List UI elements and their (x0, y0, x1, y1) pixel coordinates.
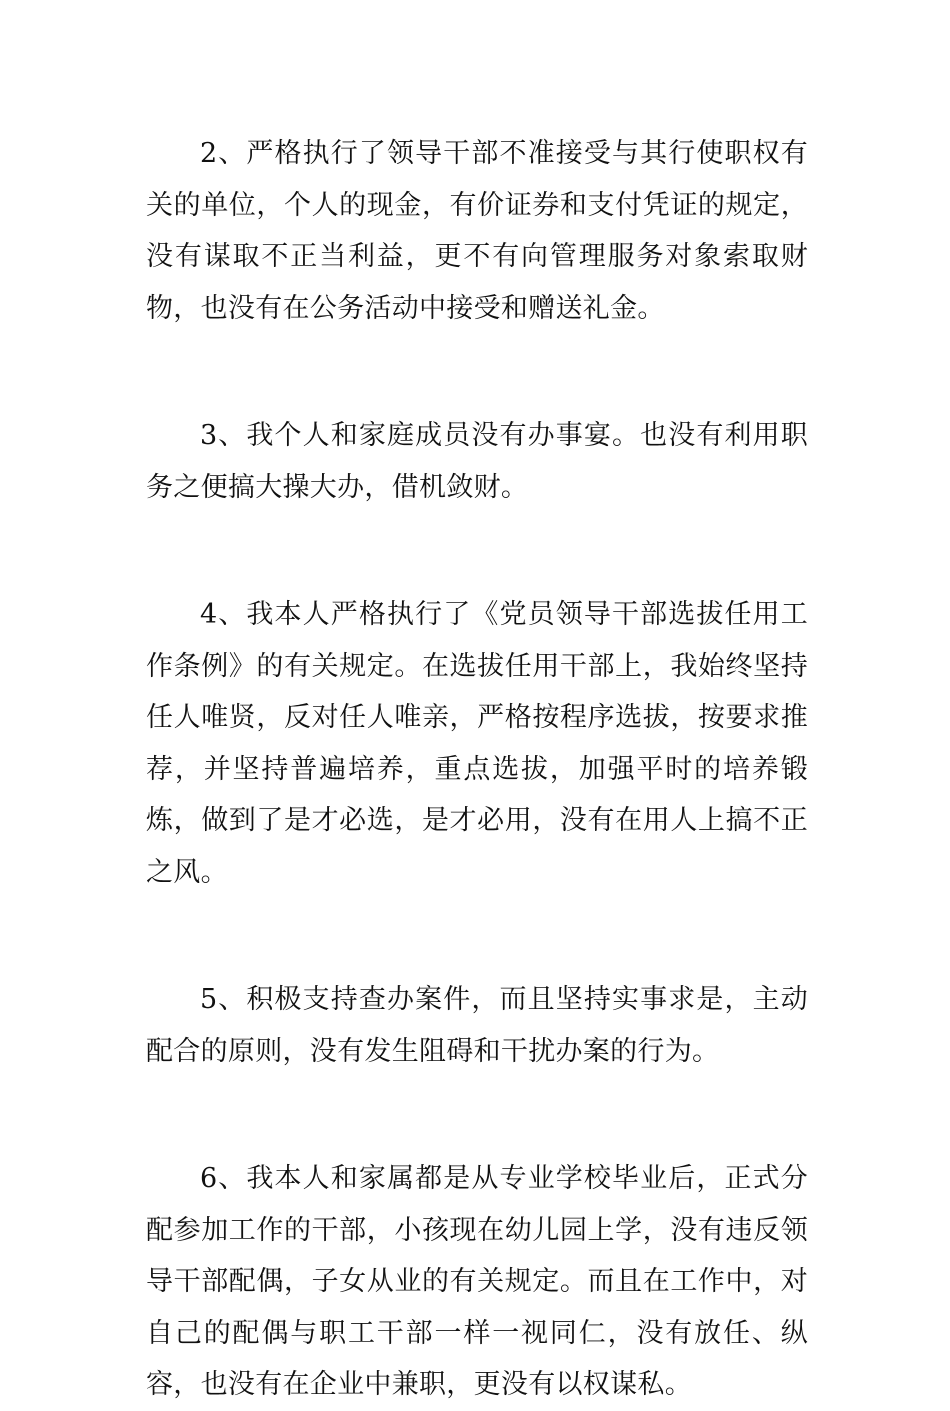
paragraph-item-6: 6、我本人和家属都是从专业学校毕业后，正式分配参加工作的干部，小孩现在幼儿园上学，没有违反领导干部配偶，子女从业的有关规定。而且在工作中，对自己的配偶与职工干部一样一视同仁，没有放任、纵容，也没有在企业中兼职，更没有以权谋私。 (146, 1163, 808, 1400)
paragraph-item-3: 3、我个人和家庭成员没有办事宴。也没有利用职务之便搞大操大办，借机敛财。 (146, 420, 808, 503)
paragraph-item-2: 2、严格执行了领导干部不准接受与其行使职权有关的单位，个人的现金，有价证券和支付凭证的规定，没有谋取不正当利益，更不有向管理服务对象索取财物，也没有在公务活动中接受和赠送礼金。 (146, 138, 808, 324)
document-page (146, 128, 808, 1411)
paragraph-item-4: 4、我本人严格执行了《党员领导干部选拔任用工作条例》的有关规定。在选拔任用干部上，我始终坚持任人唯贤，反对任人唯亲，严格按程序选拔，按要求推荐，并坚持普遍培养，重点选拔，加强平时的培养锻炼，做到了是才必选，是才必用，没有在用人上搞不正之风。 (146, 599, 808, 888)
paragraph-item-5: 5、积极支持查办案件，而且坚持实事求是，主动配合的原则，没有发生阻碍和干扰办案的行为。 (146, 984, 808, 1067)
